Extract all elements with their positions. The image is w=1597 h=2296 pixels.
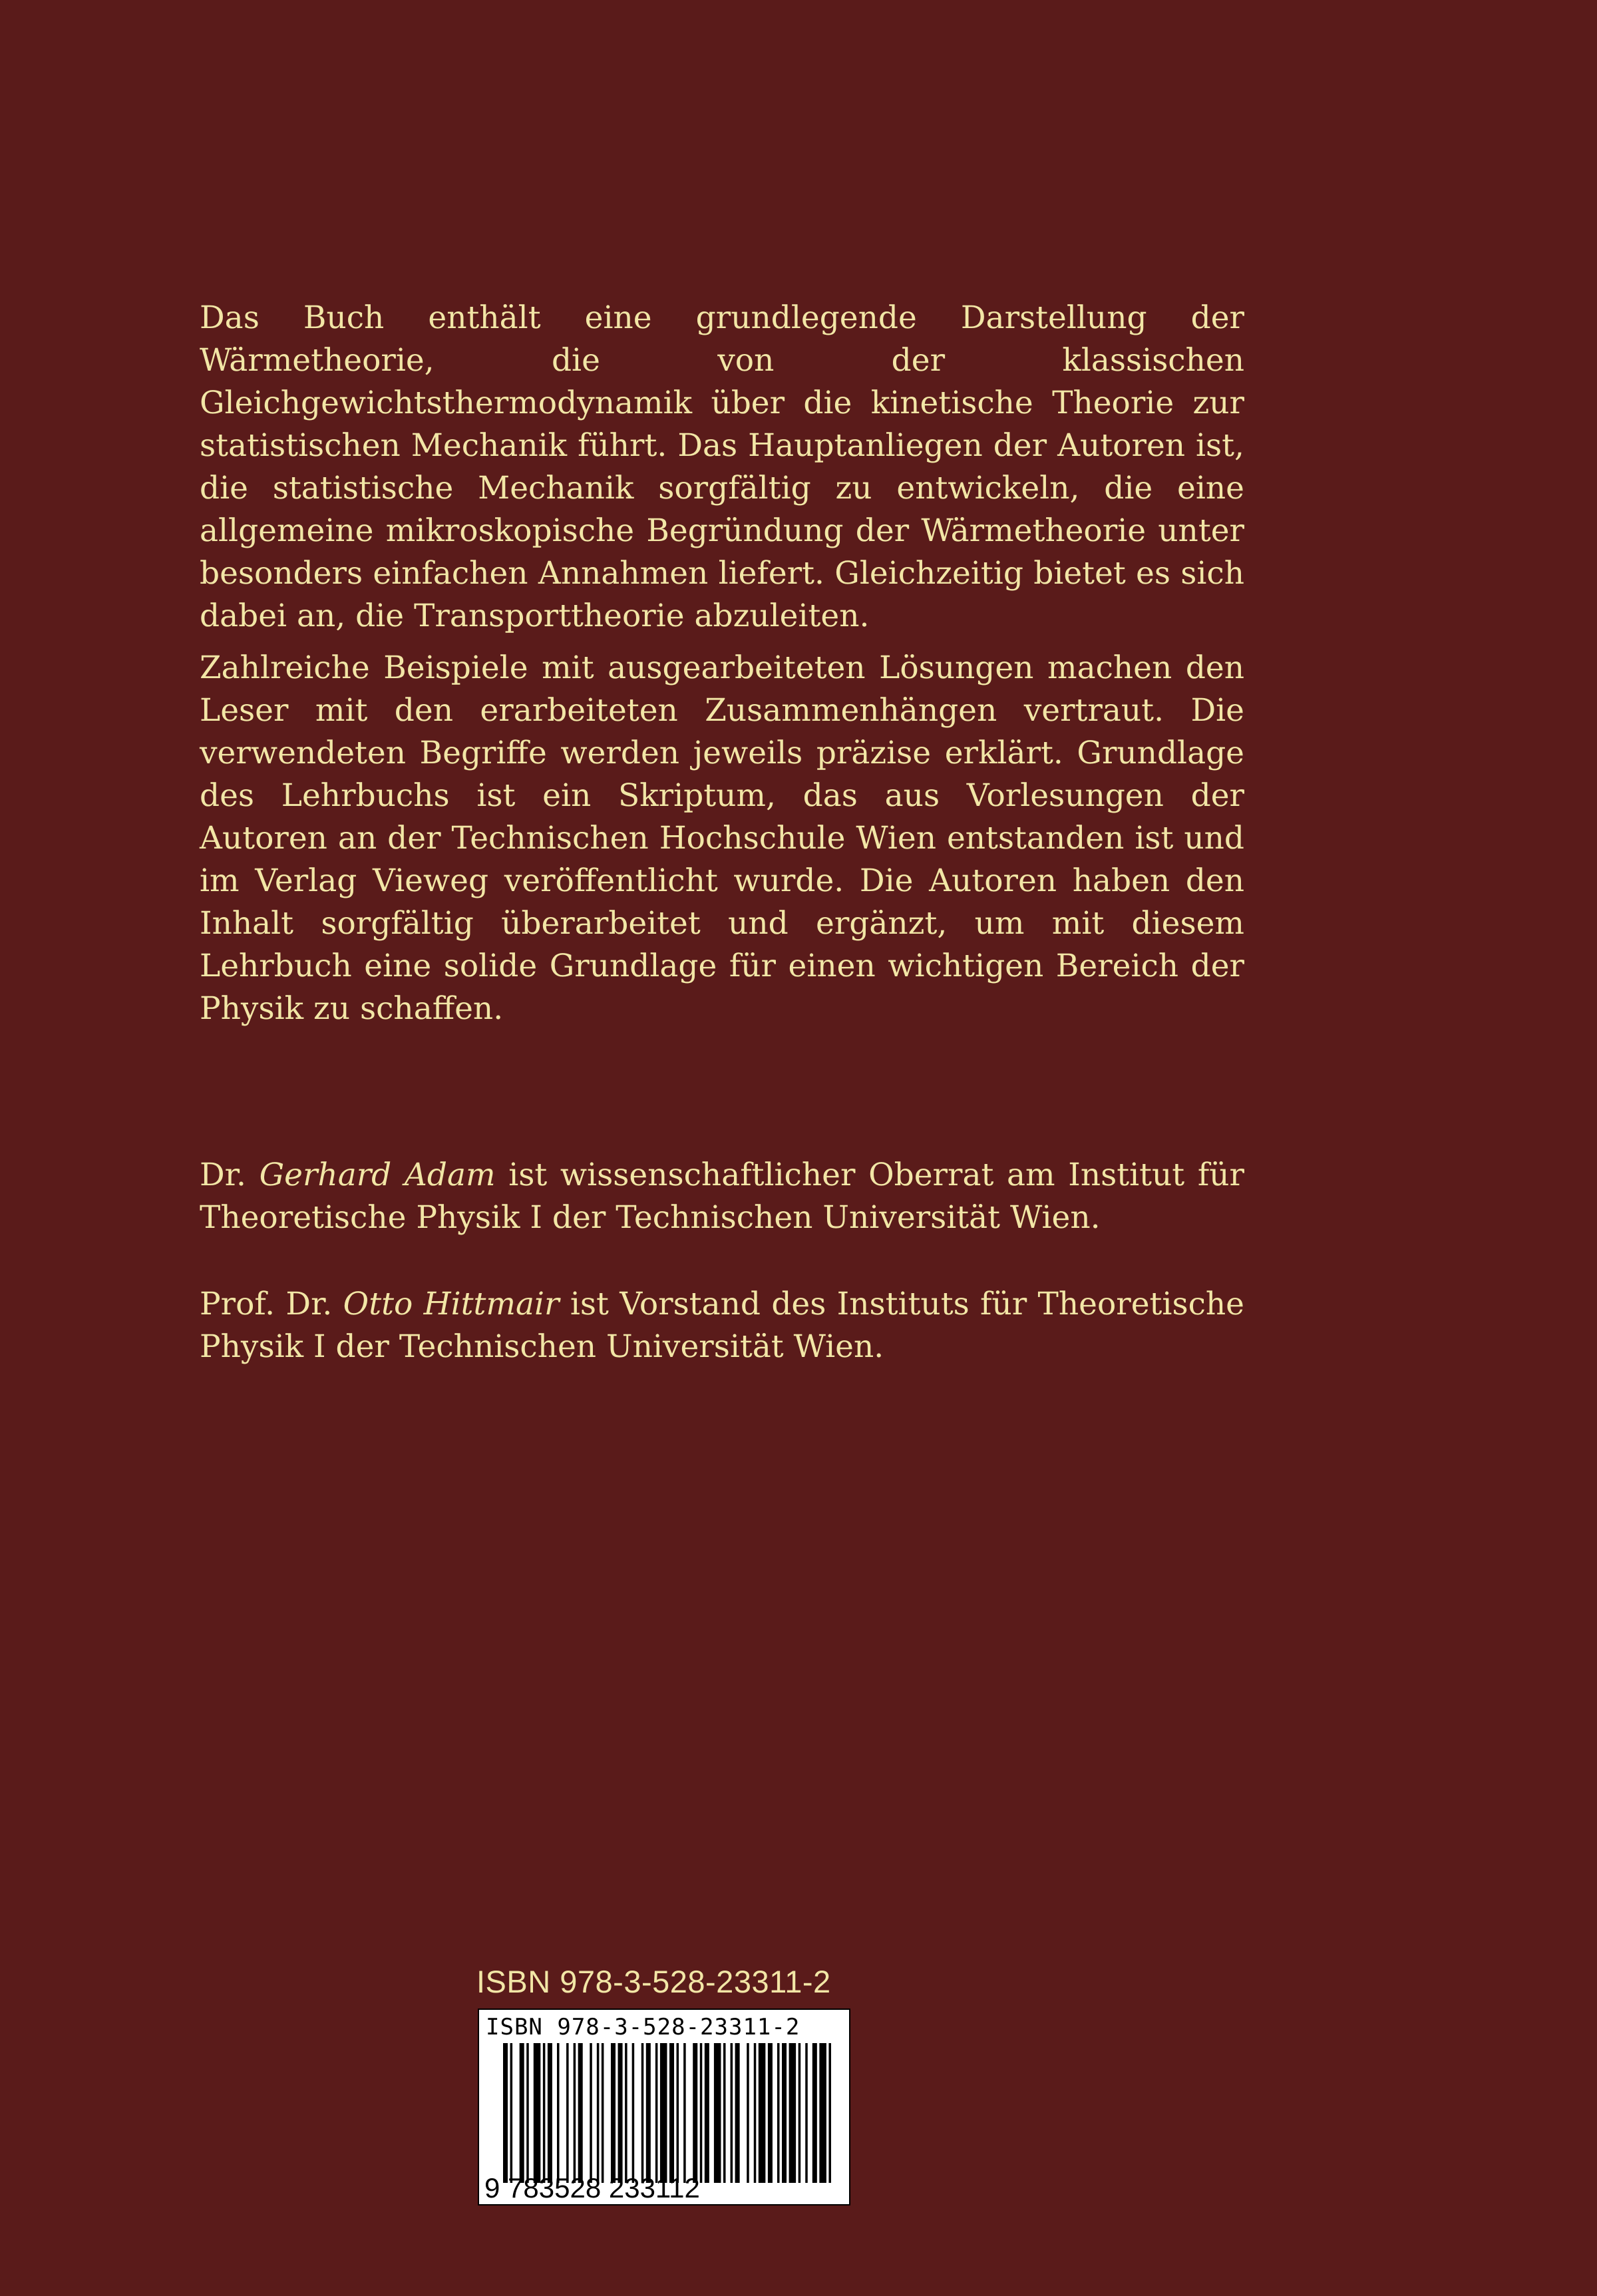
author-name: Gerhard Adam (259, 1157, 496, 1193)
isbn-barcode (478, 2009, 850, 2205)
author-description: ist wissenschaftlicher Oberrat am Institut für Theoretische Physik I der Technischen Universität Wien. (200, 1157, 1244, 1236)
author-name: Otto Hittmair (343, 1286, 560, 1322)
author-title: Dr. (200, 1157, 246, 1193)
barcode-bars-icon (503, 2043, 836, 2183)
blurb-paragraph-1: Das Buch enthält eine grundlegende Darstellung der Wärmetheorie, die von der klassischen Gleichgewichtsthermodynamik über die kinetische Theorie zur statistischen Mechanik führt. Das Hauptanliegen der Autoren ist, die statistische Mechanik sorgfältig zu entwickeln, die eine allgemeine mikroskopische Begründung der Wärmetheorie unter besonders einfachen Annahmen liefert. Gleichzeitig bietet es sich dabei an, die Transporttheorie abzuleiten. (200, 299, 1244, 634)
barcode-isbn-text: ISBN 978-3-528-23311-2 (486, 2014, 800, 2040)
author-bio-2 (200, 1283, 1244, 1368)
author-title: Prof. Dr. (200, 1286, 333, 1322)
barcode-digits: 9 783528 233112 (484, 2172, 700, 2203)
author-description: ist Vorstand des Instituts für Theoretische Physik I der Technischen Universität Wien. (200, 1286, 1244, 1365)
isbn-label: ISBN 978-3-528-23311-2 (476, 1964, 831, 1999)
author-bio-1 (200, 1154, 1244, 1239)
blurb-paragraph-2: Zahlreiche Beispiele mit ausgearbeiteten Lösungen machen den Leser mit den erarbeiteten Zusammenhängen vertraut. Die verwendeten Begriffe werden jeweils präzise erklärt. Grundlage des Lehrbuchs ist ein Skriptum, das aus Vorlesungen der Autoren an der Technischen Hochschule Wien entstanden ist und im Verlag Vieweg veröffentlicht wurde. Die Autoren haben den Inhalt sorgfältig überarbeitet und ergänzt, um mit diesem Lehrbuch eine solide Grundlage für einen wichtigen Bereich der Physik zu schaffen. (200, 650, 1244, 1027)
